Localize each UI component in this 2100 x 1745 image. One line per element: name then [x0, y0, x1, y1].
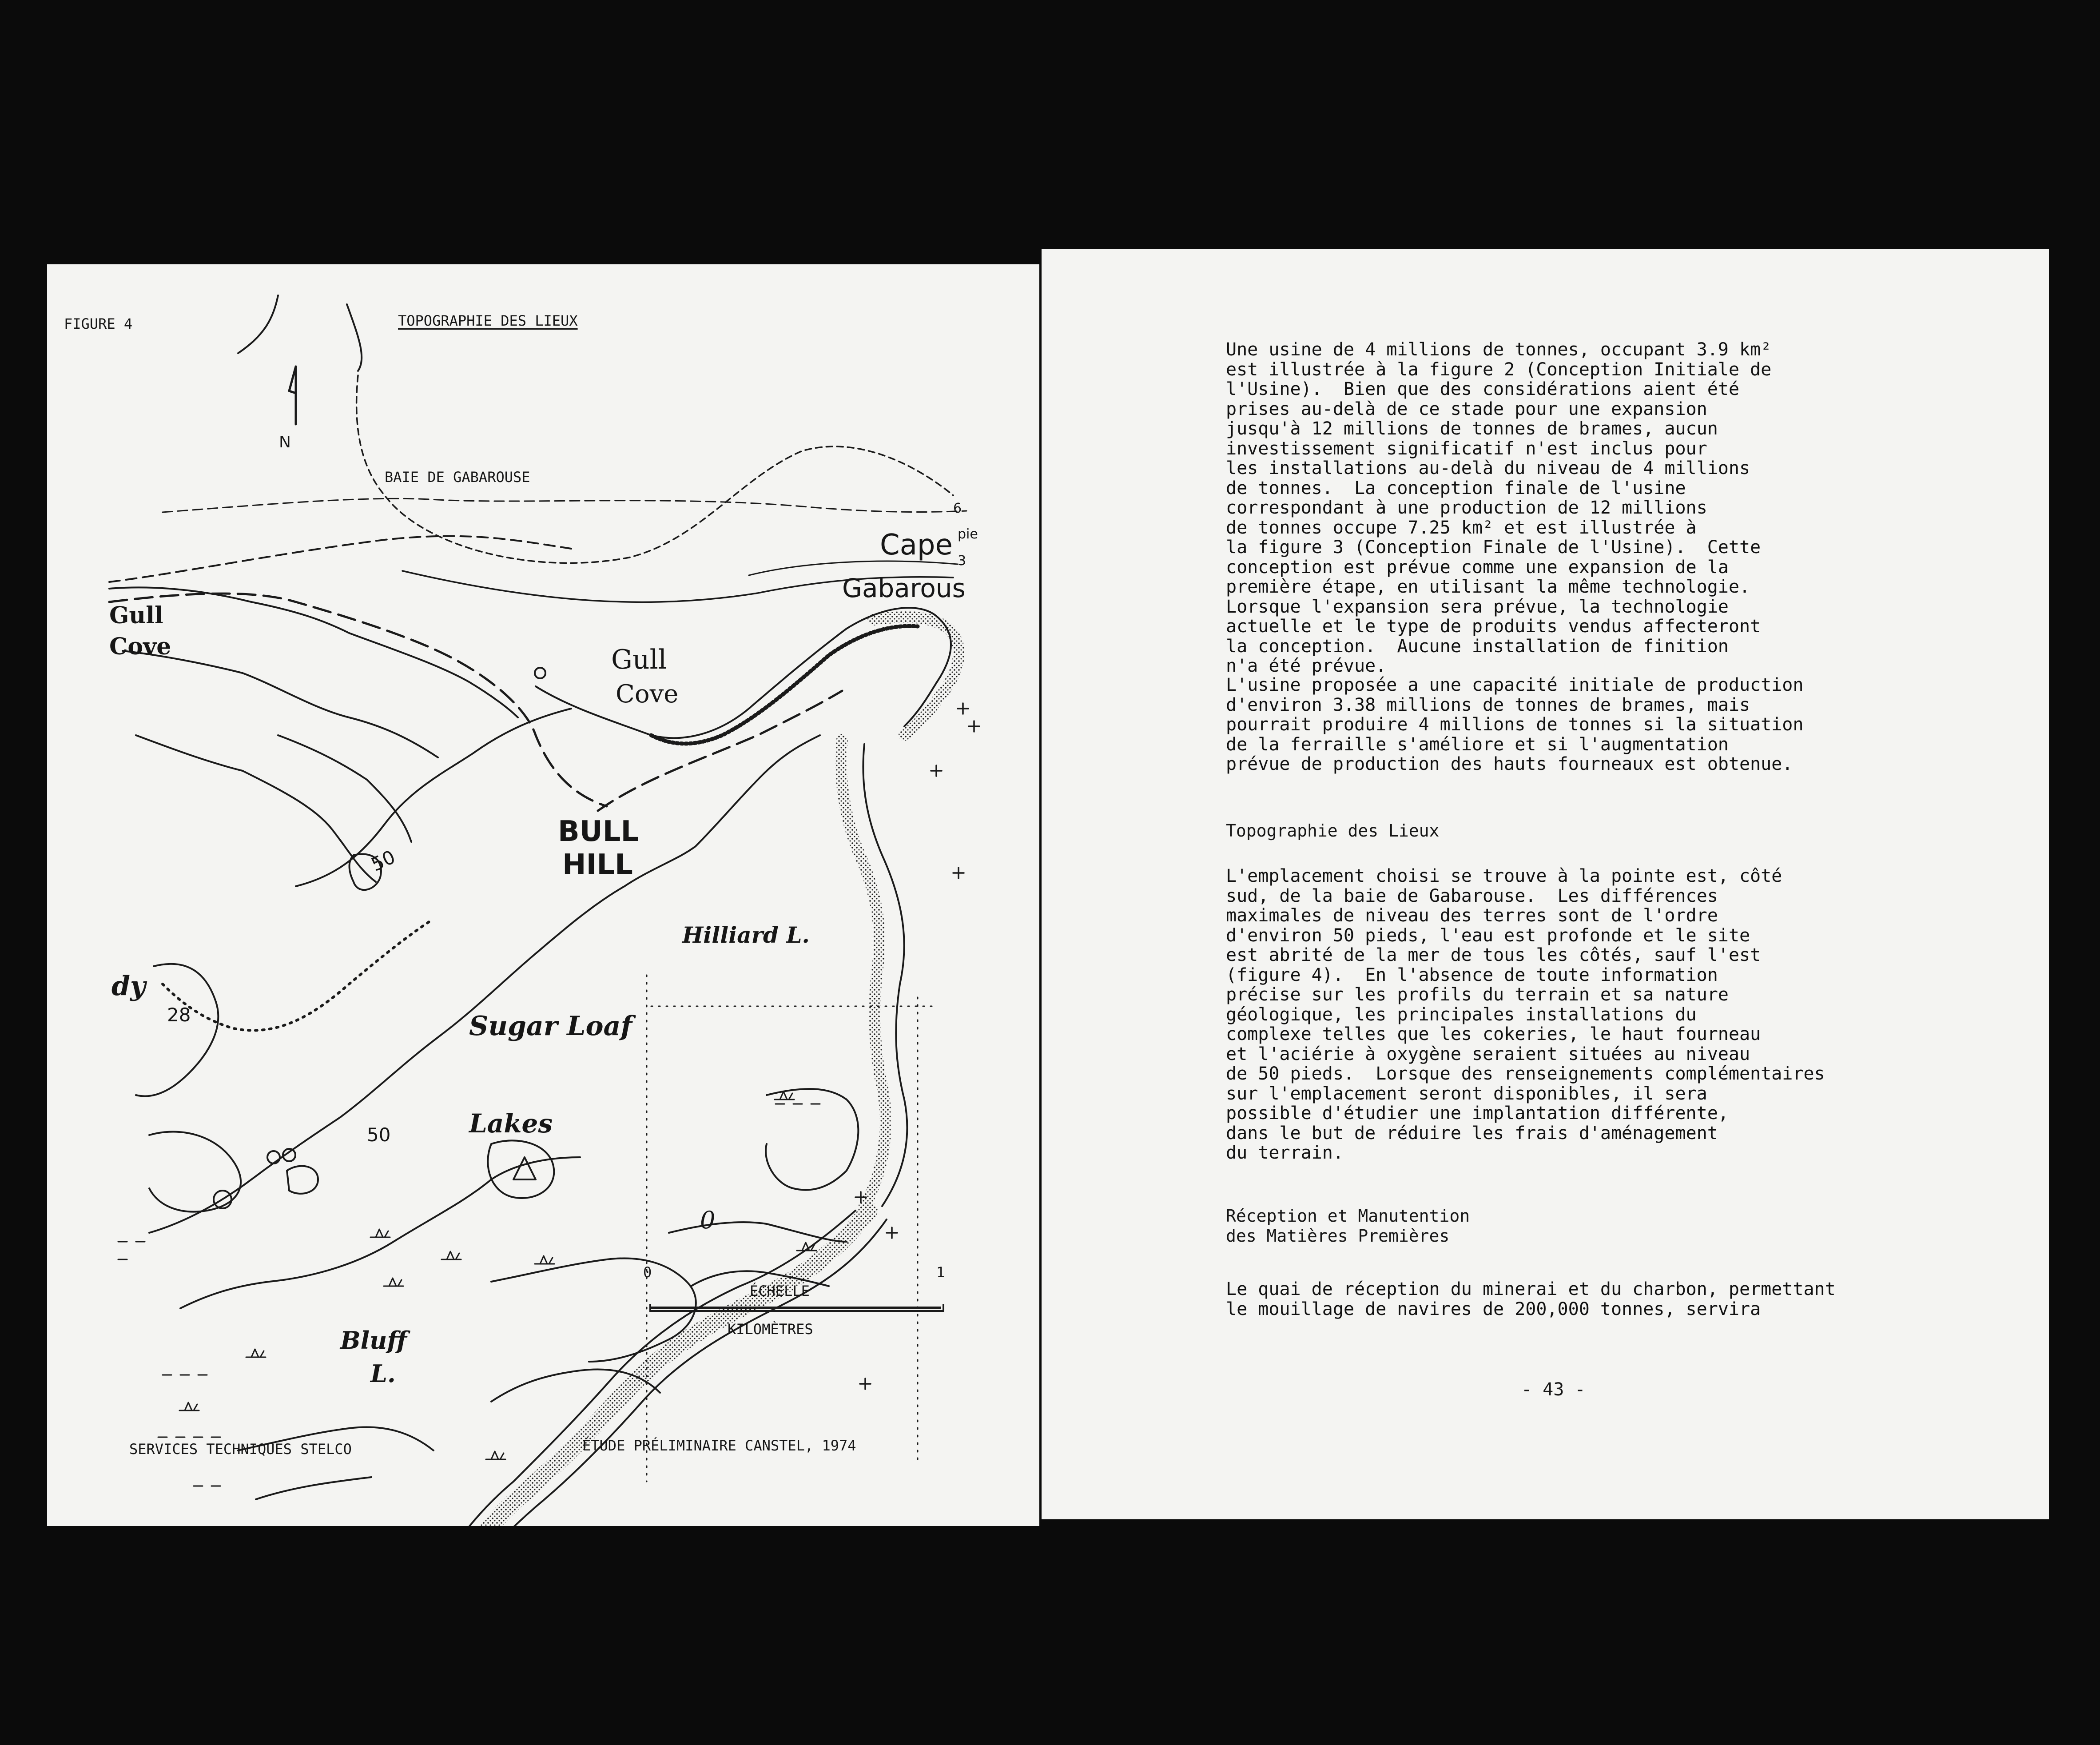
- wiggle-shore-3: [136, 735, 376, 882]
- contour-50-north: [296, 709, 571, 886]
- contour-label-3: 3: [958, 553, 966, 569]
- cape-tip-dotted: [873, 617, 959, 735]
- scale-bar: [643, 1264, 945, 1353]
- contour-label-6: 6: [953, 501, 962, 516]
- text-line: sur l'emplacement seront disponibles, il sera: [1226, 1083, 1707, 1104]
- paragraph-3: [1226, 866, 1825, 1163]
- place-bluff-2: L.: [370, 1359, 396, 1388]
- text-line: Le quai de réception du minerai et du charbon, permettant: [1226, 1279, 1836, 1299]
- text-line: de tonnes. La conception finale de l'usine: [1226, 478, 1686, 498]
- north-arrow: [289, 367, 296, 424]
- dashed-road-2: [598, 691, 842, 811]
- text-line: est illustrée à la figure 2 (Conception Initiale de: [1226, 359, 1772, 380]
- contour-label-28: 28: [167, 1004, 191, 1026]
- place-cape-gabarous: Gabarous: [842, 573, 966, 603]
- text-line: n'a été prévue.: [1226, 656, 1387, 676]
- scale-start: 0: [643, 1264, 652, 1281]
- heading-topographie: Topographie des Lieux: [1226, 821, 1440, 841]
- scale-bar-fill: [649, 1307, 941, 1309]
- paragraph-1: [1226, 340, 1771, 676]
- place-hilliard-lake: Hilliard L.: [682, 922, 810, 948]
- text-line: géologique, les principales installations du: [1226, 1004, 1697, 1025]
- figure-title: TOPOGRAPHIE DES LIEUX: [398, 312, 578, 329]
- top-contour-mark: [238, 295, 278, 353]
- text-line: sud, de la baie de Gabarouse. Les différences: [1226, 885, 1718, 906]
- small-lake-2: [488, 1140, 554, 1198]
- text-line: (figure 4). En l'absence de toute information: [1226, 964, 1718, 985]
- place-gull-cove-1: Gull: [611, 644, 667, 675]
- text-line: d'environ 50 pieds, l'eau est profonde et le site: [1226, 925, 1750, 946]
- west-lake: [136, 964, 218, 1096]
- contour-label-50-north: 50: [368, 846, 399, 876]
- scale-unit: KILOMÈTRES: [728, 1321, 813, 1338]
- place-lakes: Lakes: [469, 1108, 553, 1139]
- text-line: de tonnes occupe 7.25 km² et est illustrée à: [1226, 517, 1697, 538]
- cape-shore-hatched: [651, 626, 918, 744]
- text-line: prévue de production des hauts fourneaux est obtenue.: [1226, 754, 1793, 774]
- small-pond-4: [535, 668, 545, 678]
- text-line: maximales de niveau des terres sont de l'ordre: [1226, 905, 1718, 926]
- text-line: investissement significatif n'est inclus pour: [1226, 438, 1707, 459]
- small-lake-3: [287, 1166, 318, 1194]
- text-line: et l'aciérie à oxygène seraient situées au niveau: [1226, 1044, 1750, 1064]
- footer-left: SERVICES TECHNIQUES STELCO: [129, 1441, 352, 1458]
- south-beach-dotted: [469, 1211, 869, 1526]
- place-bluff-1: Bluff: [340, 1326, 407, 1355]
- text-line: d'environ 3.38 millions de tonnes de brames, mais: [1226, 694, 1750, 715]
- text-line: L'emplacement choisi se trouve à la pointe est, côté: [1226, 866, 1782, 886]
- place-sugar-loaf: Sugar Loaf: [469, 1011, 632, 1042]
- text-line: correspondant à une production de 12 millions: [1226, 498, 1707, 518]
- heading-reception-line-1: Réception et Manutention: [1226, 1206, 1470, 1226]
- text-line: du terrain.: [1226, 1143, 1344, 1163]
- text-line: le mouillage de navires de 200,000 tonnes, servira: [1226, 1299, 1761, 1319]
- north-label: N: [279, 433, 291, 451]
- hill-triangle: [513, 1157, 536, 1179]
- paragraph-4: [1226, 1279, 1836, 1319]
- text-line: L'usine proposée a une capacité initiale de production: [1226, 675, 1804, 695]
- text-line: Lorsque l'expansion sera prévue, la technologie: [1226, 596, 1729, 617]
- text-line: l'Usine). Bien que des considérations aient été: [1226, 379, 1739, 399]
- scale-end: 1: [936, 1264, 945, 1281]
- text-line: dans le but de réduire les frais d'aménagement: [1226, 1123, 1718, 1143]
- text-line: précise sur les profils du terrain et sa nature: [1226, 984, 1729, 1005]
- place-dy: dy: [111, 971, 146, 1002]
- text-line: conception est prévue comme une expansion de la: [1226, 557, 1729, 578]
- text-line: complexe telles que les cokeries, le haut fourneau: [1226, 1024, 1761, 1044]
- small-pond-1: [267, 1151, 280, 1163]
- paragraph-2: [1226, 675, 1803, 774]
- wiggle-shore-2: [278, 735, 411, 842]
- text-line: les installations au-delà du niveau de 4 millions: [1226, 458, 1750, 478]
- text-line: pourrait produire 4 millions de tonnes si la situation: [1226, 714, 1804, 735]
- place-gull-cove-2: Cove: [616, 680, 679, 709]
- text-line: la figure 3 (Conception Finale de l'Usine). Cette: [1226, 537, 1761, 558]
- place-bull-hill-1: BULL: [558, 815, 639, 848]
- depth-zero-label: 0: [700, 1206, 716, 1234]
- text-line: de la ferraille s'améliore et si l'augmentation: [1226, 734, 1729, 755]
- text-line: prises au-delà de ce stade pour une expansion: [1226, 398, 1707, 419]
- contour-50-main: [149, 735, 820, 1233]
- east-beach-dotted: [841, 740, 885, 1206]
- right-page-text: [1042, 249, 2049, 1519]
- text-line: de 50 pieds. Lorsque des renseignements complémentaires: [1226, 1064, 1825, 1084]
- text-line: jusqu'à 12 millions de tonnes de brames, aucun: [1226, 418, 1718, 439]
- place-gull-cove-west-2: Cove: [109, 633, 171, 660]
- text-line: possible d'étudier une implantation différente,: [1226, 1103, 1729, 1123]
- page-number: - 43 -: [1521, 1379, 1586, 1400]
- place-gull-cove-west-1: Gull: [109, 602, 163, 629]
- text-line: la conception. Aucune installation de finition: [1226, 636, 1729, 657]
- contour-label-pie: pie: [958, 526, 978, 542]
- place-cape: Cape: [880, 529, 953, 562]
- text-line: actuelle et le type de produits vendus affecteront: [1226, 616, 1761, 637]
- text-line: Une usine de 4 millions de tonnes, occupant 3.9 km²: [1226, 339, 1772, 360]
- west-lake-2: [149, 1132, 241, 1212]
- isobath-3: [109, 536, 571, 582]
- figure-label: FIGURE 4: [64, 315, 133, 332]
- bay-lines-south-2: [256, 1477, 371, 1499]
- footer-right: ÉTUDE PRÉLIMINAIRE CANSTEL, 1974: [582, 1437, 856, 1454]
- text-line: première étape, en utilisant la même technologie.: [1226, 577, 1750, 597]
- heading-reception-line-2: des Matières Premières: [1226, 1226, 1450, 1246]
- place-bull-hill-2: HILL: [562, 849, 633, 881]
- left-page-map: [47, 264, 1039, 1526]
- contour-dotted-trail: [163, 922, 429, 1030]
- top-contour-mark-2: [347, 304, 362, 371]
- contour-label-50-south: 50: [367, 1124, 391, 1146]
- wiggle-shore-1: [123, 651, 438, 757]
- scale-label: ÉCHELLE: [750, 1283, 810, 1299]
- isobath-6: [163, 498, 966, 512]
- bay-label: BAIE DE GABAROUSE: [385, 469, 530, 486]
- text-line: est abrité de la mer de tous les côtés, sauf l'est: [1226, 945, 1761, 965]
